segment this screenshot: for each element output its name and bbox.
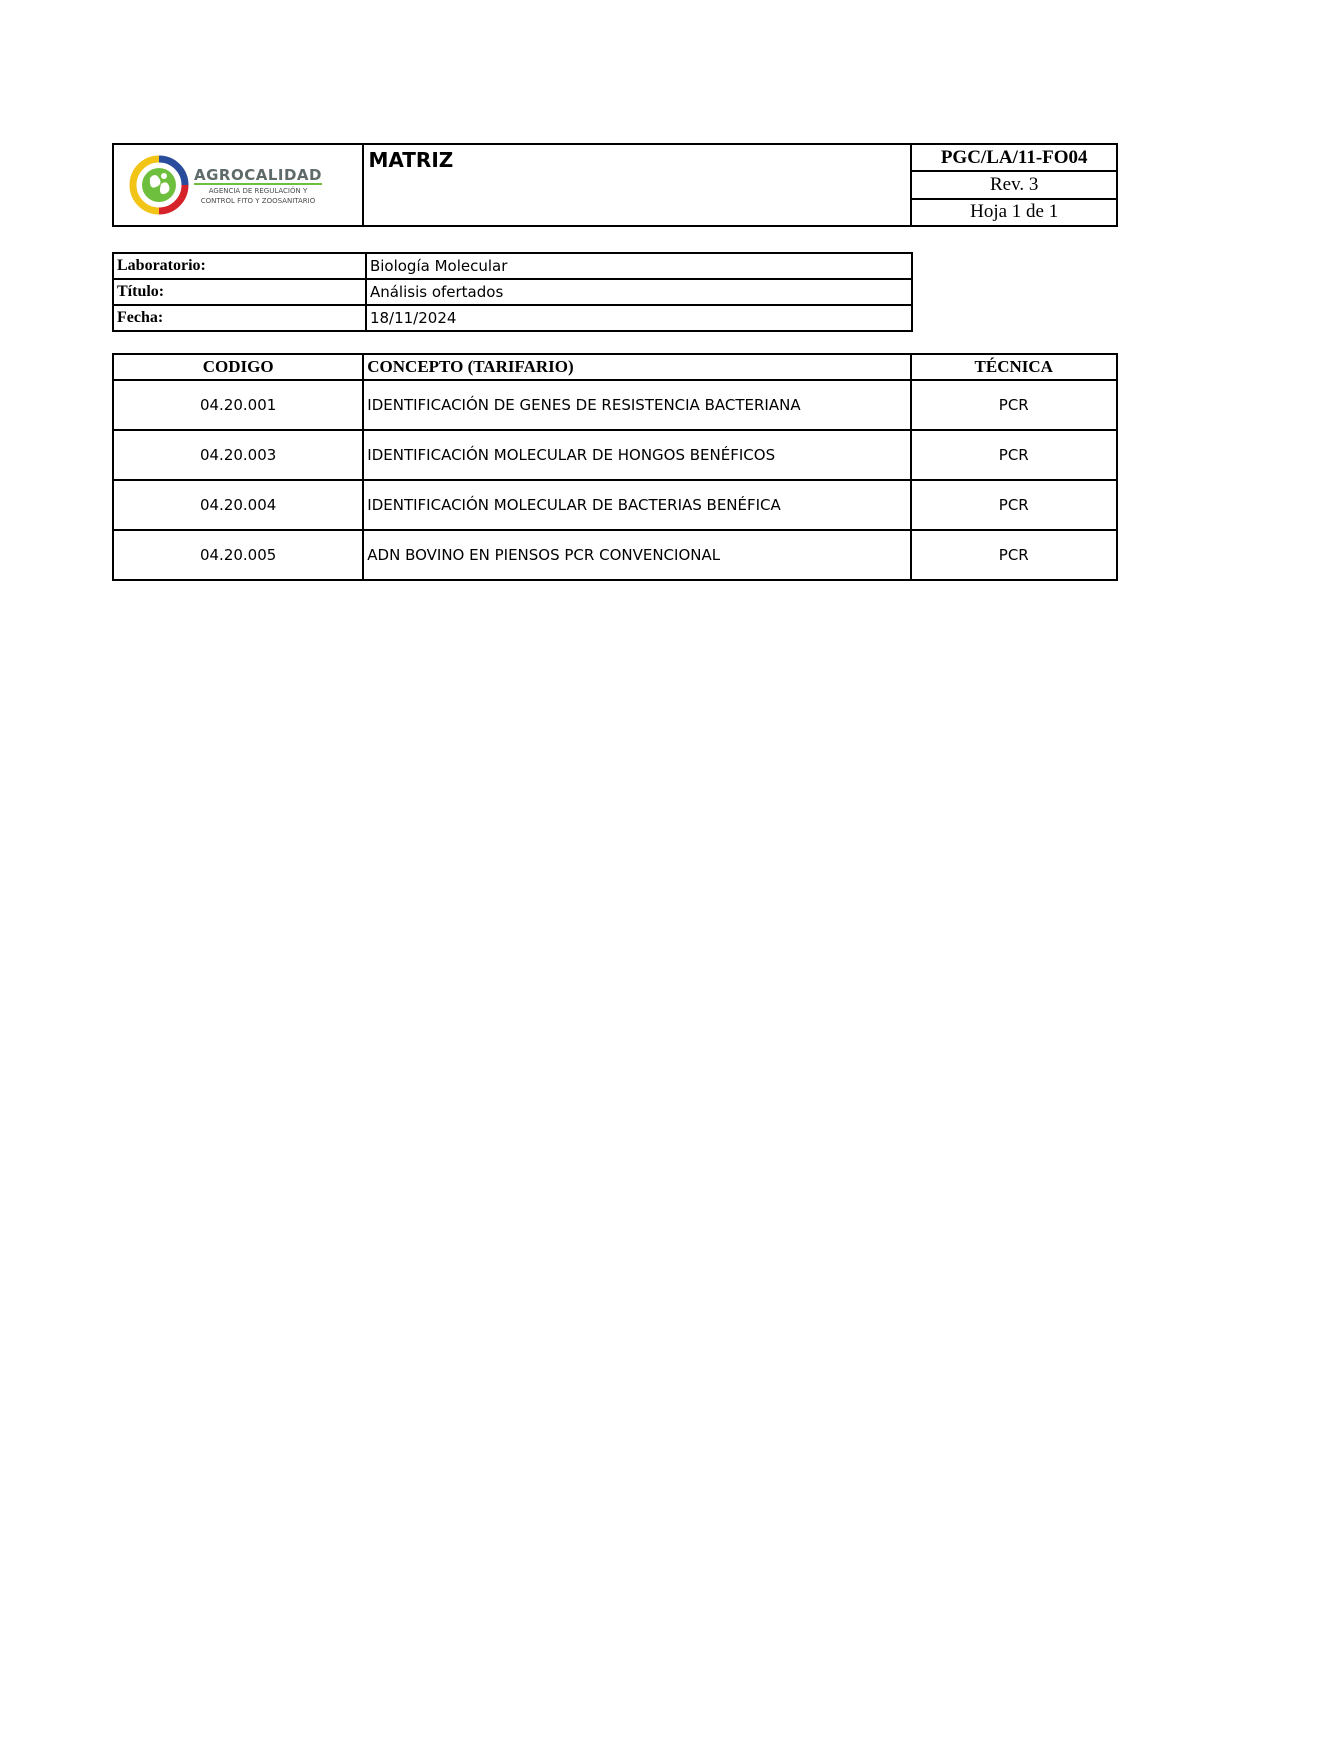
table-row [113,380,1117,430]
row-code: 04.20.003 [113,430,363,480]
document-header [112,143,1118,227]
column-header-technique: TÉCNICA [911,354,1117,380]
logo-subtitle-line1: AGENCIA DE REGULACIÓN Y [208,187,308,195]
logo-text [194,165,322,205]
logo-cell [113,144,363,226]
agrocalidad-logo [114,154,362,216]
row-technique: PCR [911,480,1117,530]
table-row [113,480,1117,530]
info-row-date [113,305,912,331]
column-header-concept: CONCEPTO (TARIFARIO) [363,354,910,380]
row-code: 04.20.005 [113,530,363,580]
info-row-laboratory [113,253,912,279]
document-revision: Rev. 3 [911,171,1117,198]
document-page: Hoja 1 de 1 [911,199,1117,226]
row-concept: IDENTIFICACIÓN DE GENES DE RESISTENCIA BACTERIANA [363,380,910,430]
document-title: MATRIZ [363,144,911,226]
info-label: Fecha: [113,305,366,331]
info-value: 18/11/2024 [366,305,912,331]
document-code: PGC/LA/11-FO04 [911,144,1117,171]
row-technique: PCR [911,430,1117,480]
table-header-row [113,354,1117,380]
info-value: Análisis ofertados [366,279,912,305]
row-concept: IDENTIFICACIÓN MOLECULAR DE HONGOS BENÉFICOS [363,430,910,480]
info-value: Biología Molecular [366,253,912,279]
analysis-table [112,353,1118,581]
row-concept: IDENTIFICACIÓN MOLECULAR DE BACTERIAS BENÉFICA [363,480,910,530]
row-concept: ADN BOVINO EN PIENSOS PCR CONVENCIONAL [363,530,910,580]
table-row [113,430,1117,480]
logo-subtitle-line2: CONTROL FITO Y ZOOSANITARIO [200,197,316,205]
info-row-title [113,279,912,305]
column-header-code: CODIGO [113,354,363,380]
info-label: Título: [113,279,366,305]
row-technique: PCR [911,380,1117,430]
row-code: 04.20.001 [113,380,363,430]
row-technique: PCR [911,530,1117,580]
table-row [113,530,1117,580]
info-label: Laboratorio: [113,253,366,279]
row-code: 04.20.004 [113,480,363,530]
info-table [112,252,913,332]
logo-name: AGROCALIDAD [194,166,322,184]
agrocalidad-emblem-icon [128,154,190,216]
